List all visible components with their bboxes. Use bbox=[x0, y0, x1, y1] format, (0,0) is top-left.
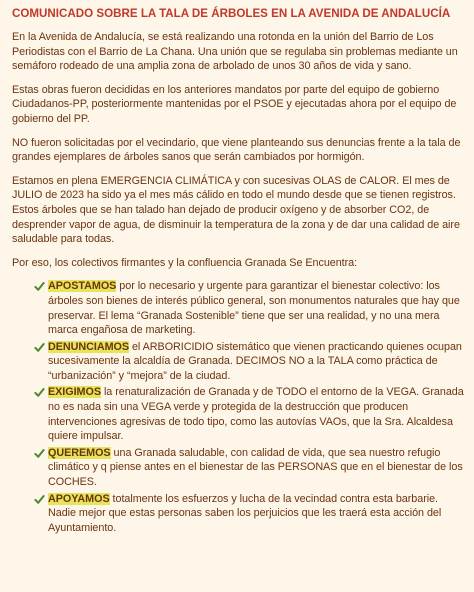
keyword-highlight: EXIGIMOS bbox=[48, 386, 101, 399]
list-item bbox=[34, 279, 464, 337]
paragraph-intro: En la Avenida de Andalucía, se está realizando una rotonda en la unión del Barrio de Los Periodistas con el Barrio de La Chana. Una unión que se regulaba sin problemas mediante un semáforo rodeado de una amplia zona de arbolado de unos 30 años de vida y sano. bbox=[12, 31, 458, 73]
checkmark-icon bbox=[34, 494, 45, 505]
item-text: por lo necesario y urgente para garantizar el bienestar colectivo: los árboles son bienes de interés público general, son monumentos naturales que hay que preservar. El lema “Granada Sostenible” tiene que ser una realidad, y no una mera marca engañosa de marketing. bbox=[48, 280, 460, 337]
list-item bbox=[34, 446, 464, 490]
demands-list bbox=[12, 279, 464, 535]
list-item bbox=[34, 385, 464, 443]
checkmark-icon bbox=[34, 448, 45, 459]
paragraph-lead-in: Por eso, los colectivos firmantes y la confluencia Granada Se Encuentra: bbox=[12, 256, 358, 269]
keyword-highlight: DENUNCIAMOS bbox=[48, 340, 130, 353]
item-text: totalmente los esfuerzos y lucha de la vecindad contra esta barbarie. Nadie mejor que estas personas saben los perjuicios que les traerá esta acción del Ayuntamiento. bbox=[48, 492, 442, 534]
paragraph-neighbors: NO fueron solicitadas por el vecindario, que viene planteando sus denuncias frente a la tala de grandes ejemplares de árboles sanos que serán cambiados por hormigón. bbox=[12, 136, 461, 164]
paragraph-decision: Estas obras fueron decididas en los anteriores mandatos por parte del equipo de gobierno Ciudadanos-PP, posteriormente mantenidas por el PSOE y ejecutadas ahora por el equipo de gobierno del PP. bbox=[12, 83, 457, 125]
keyword-highlight: QUEREMOS bbox=[48, 446, 111, 459]
checkmark-icon bbox=[34, 281, 45, 292]
list-item bbox=[34, 340, 464, 384]
document-title: COMUNICADO SOBRE LA TALA DE ÁRBOLES EN LA AVENIDA DE ANDALUCÍA bbox=[12, 7, 451, 20]
item-text: la renaturalización de Granada y de TODO el entorno de la VEGA. Granada no es nada sin una VEGA verde y protegida de la destrucción que producen intervenciones agresivas de todo tipo, como las autovías VAOs, que la Sra. Alcaldesa quiere impulsar. bbox=[48, 386, 464, 443]
list-item bbox=[34, 492, 464, 536]
item-text: una Granada saludable, con calidad de vida, que sea nuestro refugio climático y q piense antes en el bienestar de las PERSONAS que en el bienestar de los COCHES. bbox=[48, 446, 463, 489]
keyword-highlight: APOSTAMOS bbox=[48, 280, 117, 293]
paragraph-climate: Estamos en plena EMERGENCIA CLIMÁTICA y con sucesivas OLAS de CALOR. El mes de JULIO de 2023 ha sido ya el mes más cálido en todo el mundo desde que se tienen registros. Estos árboles que se han talado han dejado de producir oxígeno y de absorber CO2, de desprender vapor de agua, de disminuir la temperatura de la zona y de dar una calidad de aire saludable para todas. bbox=[12, 174, 460, 246]
item-text: el ARBORICIDIO sistemático que vienen practicando quienes ocupan sucesivamente la alcaldía de Granada. DECIMOS NO a la TALA como práctica de “urbanización” y “mejora” de la ciudad. bbox=[48, 340, 462, 382]
keyword-highlight: APOYAMOS bbox=[48, 492, 110, 505]
checkmark-icon bbox=[34, 387, 45, 398]
checkmark-icon bbox=[34, 342, 45, 353]
